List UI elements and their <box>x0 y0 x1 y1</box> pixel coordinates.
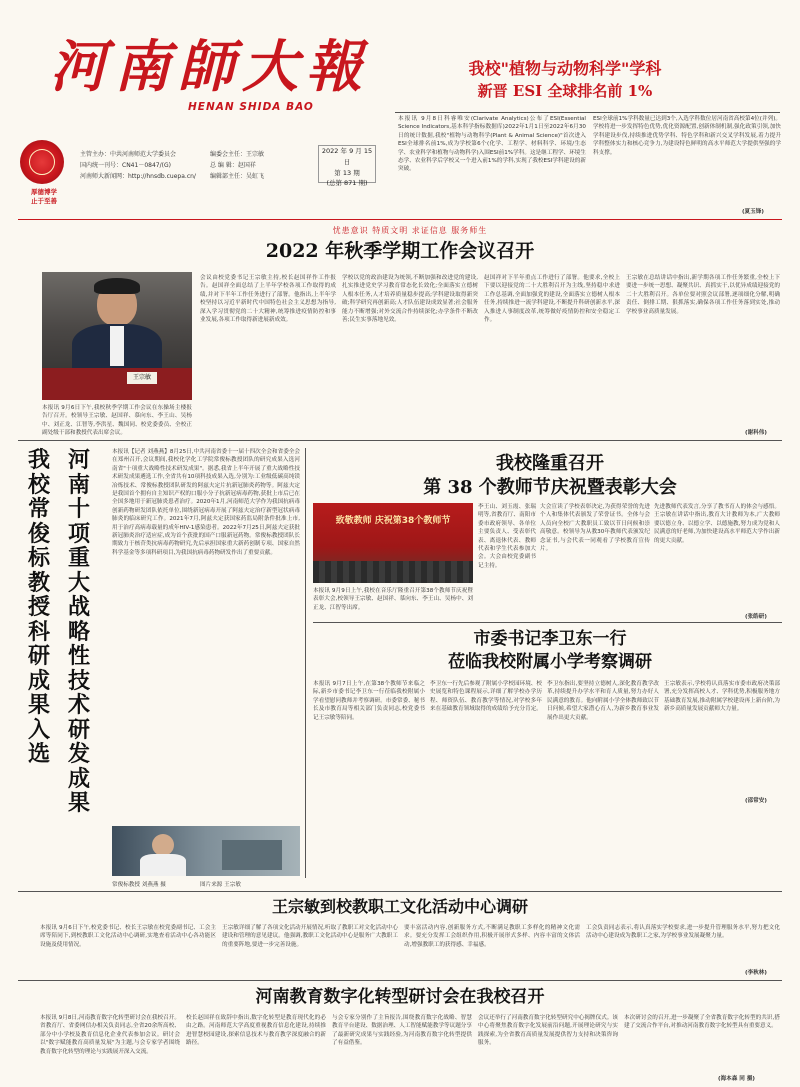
headline-mayor-visit-line2: 莅临我校附属小学考察调研 <box>448 652 652 672</box>
headline-work-conference[interactable]: 2022 年秋季学期工作会议召开 <box>265 240 535 262</box>
article1-col2: 学校以党的政治建设为统领,不断加强和改进党的建设,扎实推进党史学习教育常态化长效化;全面落实立德树人根本任务,人才培养质量稳步提高;学科建设取得新突破;科学研究再创新高;人才队伍建设成效显著;社会服务能力不断增强;对外交流合作持续深化;办学条件不断改善;民生实事落地见效。 <box>342 275 478 324</box>
masthead-editor3: 编辑部主任：吴虹飞 <box>210 173 265 180</box>
article5-col1: 本报讯 9月8日,河南教育数字化转型研讨会在我校召开。省教育厅、省委网信办相关负责同志,全省20余所高校、部分中小学校及教育信息化企业代表参加会议。研讨会以"数字赋能教育高质量发展"为主题,与会专家学者围绕教育数字化转型的理论与实践展开深入交流。 <box>40 1015 180 1055</box>
article2-col3: 先进教师代表发言,分享了教书育人的体会与感悟。王宗敏在讲话中指出,教育大计教师为本,广大教师要以德立身、以德立学、以德施教,努力成为党和人民满意的好老师,为加快建设高水平师范大学作出新的更大贡献。 <box>654 504 780 544</box>
issue-date: 2022 年 9 月 15 日 <box>321 147 373 166</box>
article1-credit: (谢科伟) <box>745 430 767 436</box>
motto-line2: 止于至善 <box>31 197 57 205</box>
promo-line1: 我校"植物与动物科学"学科 <box>468 59 662 78</box>
article5-col3: 与会专家分别作了主旨报告,围绕教育数字化战略、智慧教育平台建设、数据治理、人工智能赋能教学等议题分享了最新研究成果与实践经验,为河南教育数字化转型提供了有益借鉴。 <box>332 1015 472 1047</box>
article3-col3: 李卫东指出,要坚持立德树人,深化教育教学改革,持续提升办学水平和育人质量,努力办好人民满意的教育。他向附属小学全体教师致以节日问候,希望大家潜心育人,为新乡教育事业发展作出更大贡献。 <box>547 681 659 721</box>
masthead-sponsor: 主管主办：中共河南师范大学委员会 <box>80 151 177 158</box>
masthead-pinyin: HENAN SHIDA BAO <box>188 101 314 113</box>
researcher-face <box>152 834 174 856</box>
speaker-hair <box>94 278 140 294</box>
article3-col4: 王宗敏表示,学校将认真落实市委市政府决策部署,充分发挥高校人才、学科优势,积极服务地方基础教育发展,推动附属学校建设再上新台阶,为新乡高质量发展贡献师大力量。 <box>664 681 780 713</box>
section-rule-1 <box>18 440 782 441</box>
school-motto <box>18 188 70 206</box>
masthead-editor1: 编委会主任：王宗敏 <box>210 151 265 158</box>
article1-col3: 赵国祥对下半年重点工作进行了部署。他要求,全校上下要以迎接党的二十大胜利召开为主线,坚持稳中求进工作总基调,全面加强党的建设,全面落实立德树人根本任务,持续推进一流学科建设,不断提升科研创新水平,深入推进人事制度改革,统筹做好疫情防控和安全稳定工作。 <box>484 275 620 324</box>
vertical-headline-part1: 我校常俊标教授科研成果入选 <box>27 447 50 767</box>
headline-teachers-day-line2: 第 38 个教师节庆祝暨表彰大会 <box>423 477 677 498</box>
headline-teachers-day[interactable] <box>320 452 780 500</box>
article4-col2: 王宗敏详细了解了各项文化活动开展情况,听取了教职工对文化活动中心建设和管理的意见建议。他强调,教职工文化活动中心是服务广大教职工的重要阵地,要进一步完善设施。 <box>222 925 398 948</box>
promo-headline[interactable] <box>410 58 720 102</box>
section-rule-2 <box>313 622 782 623</box>
lab-equipment <box>222 840 282 870</box>
photo-lab <box>112 826 300 876</box>
slogan-rule-top <box>18 219 782 220</box>
promo-rule <box>395 112 780 113</box>
left-article-text: 本报讯【记者 刘燕燕】8月25日,中共河南省委十一届十四次全会和省委全会在郑州召开,会议期间,我校化学化工学院常俊标教授团队的研究成果入选河南省"十项重大战略性技术研发成果"。据悉,我省上半年开展了重大战略性技术研发成果遴选工作,全省共有10项科技成果入选,分别为:工业级低碳高纯镁冶炼技术、常俊标教授团队研发的阿兹夫定片抗新冠肺炎药物等。阿兹夫定是我国首个拥有自主知识产权的口服小分子抗新冠病毒药物,获批上市后已在全国多地用于新冠肺炎患者治疗。2020年1月,河南师范大学作为我国抗病毒创新药物研发团队依托单位,围绕新冠病毒开展了阿兹夫定治疗新型冠状病毒肺炎的临床研究工作。2021年7月,阿兹夫定获国家药监局附条件批准上市,用于治疗高病毒载量的成年HIV-1感染患者。2022年7月25日,阿兹夫定获批新冠肺炎治疗适应症,成为首个获批的国产口服新冠药物。常俊标教授团队长期致力于核苷类抗病毒药物研究,先后承担国家重大新药创制专项、国家自然科学基金等多项科研项目,为我国抗病毒药物研发作出了重要贡献。 <box>112 449 300 556</box>
researcher-labcoat <box>140 854 186 876</box>
article4-credit: (李秋林) <box>745 970 767 976</box>
article2-col1: 李王山、刘玉霞、张瑞明等,省教育厅、南阳市委市政府领导、各单位主要负责人、受表彰代表、离退休代表、教师代表和学生代表参加大会。大会由校党委副书记主持。 <box>478 504 536 569</box>
headline-culture-center[interactable]: 王宗敏到校教职工文化活动中心调研 <box>271 897 528 916</box>
article4-col3: 要丰富活动内容,创新服务方式,不断满足教职工多样化的精神文化需求。要充分发挥工会组织作用,积极开展形式多样、内容丰富的文体活动,增强教职工的获得感、幸福感。 <box>404 925 580 948</box>
masthead-cn: 国内统一刊号：CN41－0847/(G) <box>80 162 171 169</box>
photo-work-conference-caption: 本报讯 9月6日下午,我校秋季学期工作会议在东操场主楼报告厅召开。校领导王宗敏、赵国祥、慕向东、李王山、吴杨中、刘正龙、江智等,李洪星、魏国同、校党委委员、全校正副处级干部和教授代表出席会议。 <box>42 405 192 437</box>
article2-col2: 大会宣读了学校表彰决定,为获得荣誉的先进个人和集体代表颁发了荣誉证书。全体与会人员向全校广大教职员工致以节日问候和崇高敬意。校领导为从教30年教师代表颁发纪念证书,与会代表一同观看了学校教育宣传片。 <box>540 504 650 553</box>
headline-digital-education[interactable]: 河南教育数字化转型研讨会在我校召开 <box>255 987 545 1007</box>
headline-teachers-day-line1: 我校隆重召开 <box>496 453 604 474</box>
issue-number: 第 13 期 <box>334 169 360 177</box>
esi-article-left: 本报讯 9月8日科睿唯安(Clarivate Analytics)公布了ESI(Essential Science Indicators,基本科学指标数据库)2022年1月1日至2022年6月30日的统计数据,我校"植物与动物科学(Plant & Animal Science)"首次进入ESI全球排名前1%,成为学校第6个(化学、工程学、材料科学、环境/生态学、农业科学和植物与动物科学)入围ESI前1%学科。这是继工程学、环境生态学、农业科学后学校又一个进入前1%的学科,实现了我校ESI学科建设的新突破。 <box>398 116 586 173</box>
article2-credit: (张皓研) <box>745 614 767 620</box>
left-photo-caption2: 图片来源 王宗敏 <box>200 882 241 888</box>
speaker-shirt <box>110 326 124 366</box>
photo-work-conference <box>42 272 192 400</box>
article4-col1: 本报讯 9月6日下午,校党委书记、校长王宗敏在校党委副书记、工会主席等陪同下,到校教职工文化活动中心调研,实地查看活动中心各功能区设施及使用情况。 <box>40 925 216 948</box>
article3-credit: (邵常安) <box>745 798 767 804</box>
promo-line2: 新晋 ESI 全球排名前 1% <box>477 82 653 100</box>
speaker-desk <box>42 368 192 400</box>
nameplate: 王宗敏 <box>127 372 157 384</box>
section-rule-4 <box>18 980 782 981</box>
article1-col4: 王宗敏在总结讲话中指出,新学期各项工作任务繁重,全校上下要进一步统一思想、凝聚共识、真抓实干,以优异成绩迎接党的二十大胜利召开。各单位要对照会议部署,逐项细化分解,明确责任、倒排工期、狠抓落实,确保各项工作任务落到实处,推动学校事业高质量发展。 <box>626 275 780 315</box>
article3-col2: 李卫东一行先后参观了附属小学校园环境、校史展览和特色课程展示,详细了解学校办学历程、师资队伍、教育教学等情况,对学校多年来在基础教育领域取得的成绩给予充分肯定。 <box>430 681 542 713</box>
photo-teachers-day <box>313 503 473 583</box>
issue-total: (总第 871 期) <box>326 179 368 187</box>
masthead-editor2: 总 编 辑：赵国祥 <box>210 162 256 169</box>
vertical-headline-block[interactable] <box>20 447 100 816</box>
left-photo-caption1: 常俊标教授 刘燕燕 摄 <box>112 882 166 888</box>
headline-mayor-visit-line1: 市委书记李卫东一行 <box>473 629 627 649</box>
vertical-headline-part2: 河南十项重大战略性技术研发成果 <box>67 447 90 816</box>
issue-box <box>318 145 376 187</box>
school-emblem-icon <box>20 140 64 184</box>
esi-article-right: ESI全球前1%学科数量已达到3个,入选学科数位居河南省高校第4位(并列)。学校将进一步发挥特色优势,优化资源配置,创新体制机制,强化政策引领,加快学科建设步伐,持续推进优势学科、特色学科和新兴交叉学科发展,着力提升学科整体实力和核心竞争力,为建设特色鲜明的高水平师范大学提供坚强的学科支撑。 <box>593 116 781 156</box>
article1-col1: 会议由校党委书记王宗敏主持,校长赵国祥作工作报告。赵国祥全面总结了上半年学校各项工作取得的成绩,并对下半年工作任务进行了部署。他指出,上半年学校坚持以习近平新时代中国特色社会主义思想为指导,深入学习贯彻党的二十大精神,统筹推进疫情防控和事业发展,各项工作取得新进展新成效。 <box>200 275 336 324</box>
headline-mayor-visit[interactable] <box>320 628 780 674</box>
article3-col1: 本报讯 9月7日上午,在第38个教师节来临之际,新乡市委书记李卫东一行莅临我校附属小学看望慰问教师并考察调研。市委常委、秘书长及市教育局等相关部门负责同志,校党委书记王宗敏等陪同。 <box>313 681 425 721</box>
article5-col2: 校长赵国祥在致辞中指出,数字化转型是教育现代化的必由之路。河南师范大学高度重视教育信息化建设,持续推进智慧校园建设,探索信息技术与教育教学深度融合的新路径。 <box>186 1015 326 1047</box>
masthead-web[interactable]: 河南师大新闻网：http://hnsdb.cuepa.cn/ <box>80 173 196 180</box>
esi-credit: (夏玉锋) <box>742 209 764 215</box>
stage-banner-text: 致敬教师 庆祝第38个教师节 <box>335 516 451 526</box>
slogan: 忧患意识 特质文明 求证信息 服务师生 <box>332 226 488 235</box>
article5-col4: 会议还举行了河南教育数字化转型研究中心揭牌仪式。该中心将聚焦教育数字化发展前沿问题,开展理论研究与实践探索,为全省教育高质量发展提供智力支持和决策咨询服务。 <box>478 1015 618 1047</box>
vertical-divider <box>305 448 306 878</box>
photo-teachers-day-caption: 本报讯 9月9日上午,我校在音乐厅隆重召开第38个教师节庆祝暨表彰大会,校领导王宗敏、赵国祥、慕向东、李王山、吴杨中、刘正龙、江智等出席。 <box>313 588 473 611</box>
motto-line1: 厚德博学 <box>31 188 57 196</box>
article4-col4: 工会负责同志表示,将认真落实学校要求,进一步提升管理服务水平,努力把文化活动中心建设成为教职工之家,为学校事业发展凝聚力量。 <box>586 925 780 940</box>
masthead-title: 河南師大報 <box>50 34 370 100</box>
article5-credit: (海本森 同 摄) <box>718 1076 755 1082</box>
audience <box>313 561 473 583</box>
article5-col5: 本次研讨会的召开,进一步凝聚了全省教育数字化转型的共识,搭建了交流合作平台,对推动河南教育数字化转型具有重要意义。 <box>624 1015 780 1030</box>
section-rule-3 <box>18 891 782 892</box>
